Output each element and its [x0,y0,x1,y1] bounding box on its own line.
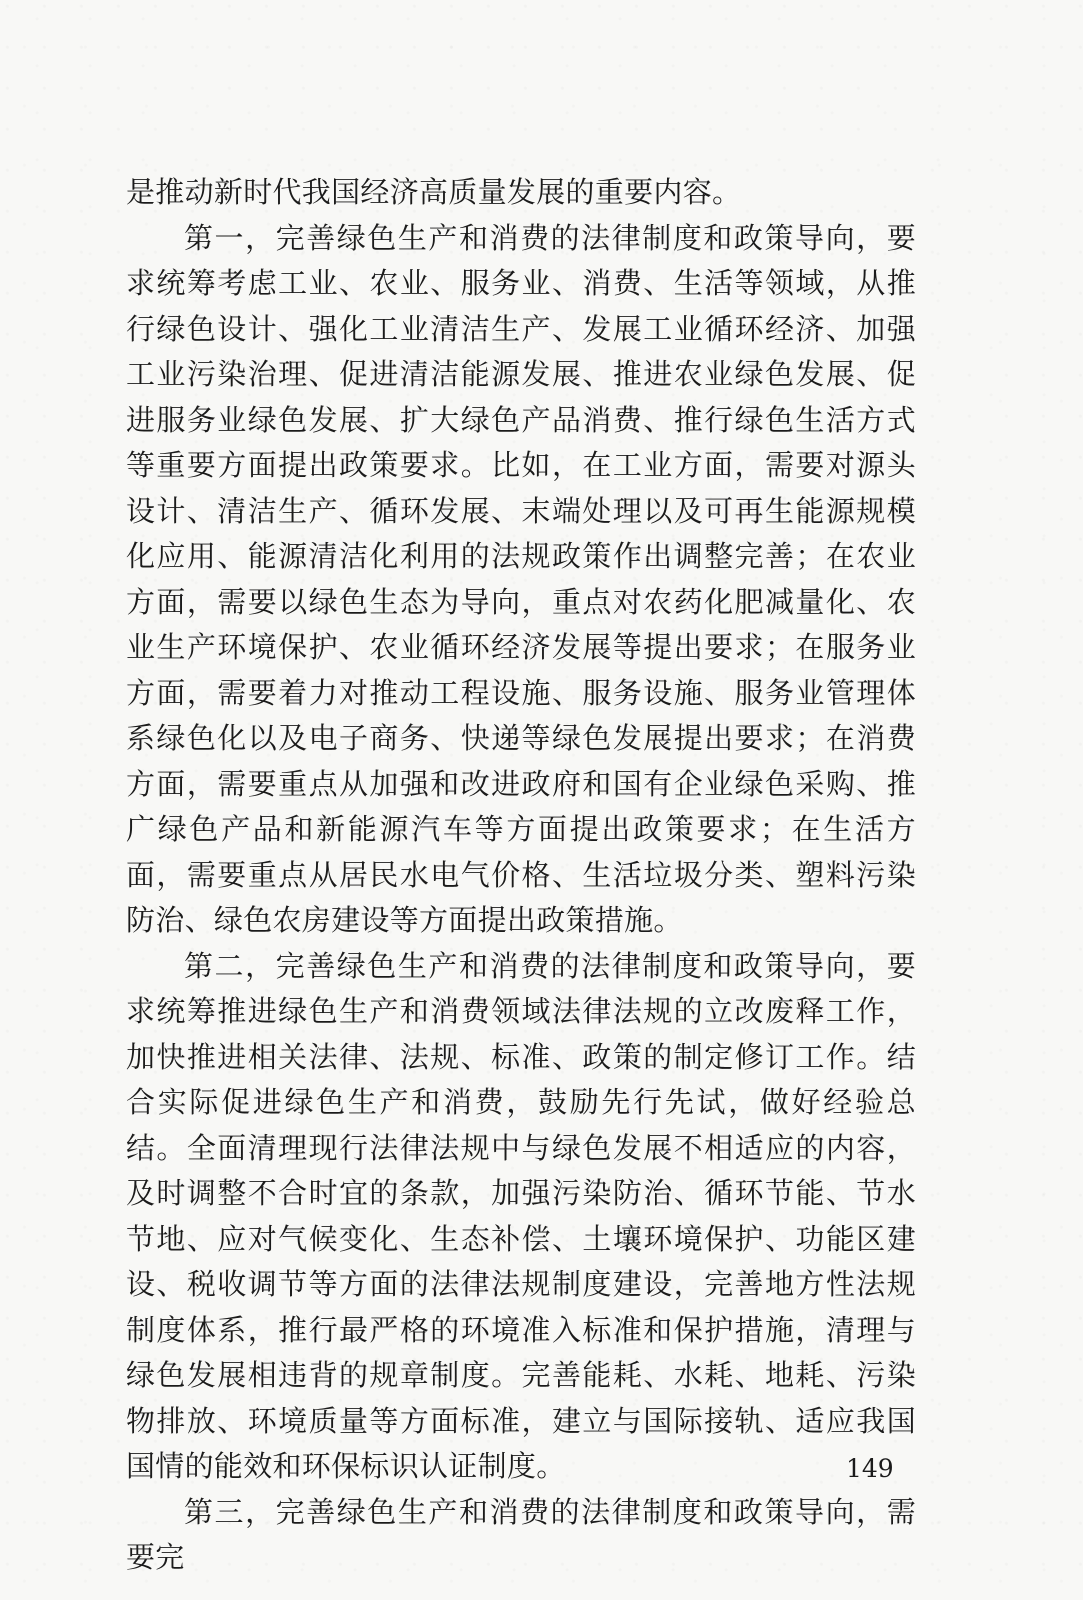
paragraph-continuation: 是推动新时代我国经济高质量发展的重要内容。 [126,175,742,209]
paragraph-first: 第一，完善绿色生产和消费的法律制度和政策导向，要求统筹考虑工业、农业、服务业、消费、生活等领域，从推行绿色设计、强化工业清洁生产、发展工业循环经济、加强工业污染治理、促进清洁能源发展、推进农业绿色发展、促进服务业绿色发展、扩大绿色产品消费、推行绿色生活方式等重要方面提出政策要求。比如，在工业方面，需要对源头设计、清洁生产、循环发展、末端处理以及可再生能源规模化应用、能源清洁化利用的法规政策作出调整完善；在农业方面，需要以绿色生态为导向，重点对农药化肥减量化、农业生产环境保护、农业循环经济发展等提出要求；在服务业方面，需要着力对推动工程设施、服务设施、服务业管理体系绿色化以及电子商务、快递等绿色发展提出要求；在消费方面，需要重点从加强和改进政府和国有企业绿色采购、推广绿色产品和新能源汽车等方面提出政策要求；在生活方面，需要重点从居民水电气价格、生活垃圾分类、塑料污染防治、绿色农房建设等方面提出政策措施。 [126,220,916,937]
paragraph-third: 第三，完善绿色生产和消费的法律制度和政策导向，需要完 [126,1494,916,1574]
page-number: 149 [846,1454,894,1483]
paragraph-second: 第二，完善绿色生产和消费的法律制度和政策导向，要求统筹推进绿色生产和消费领域法律法规的立改废释工作，加快推进相关法律、法规、标准、政策的制定修订工作。结合实际促进绿色生产和消费，鼓励先行先试，做好经验总结。全面清理现行法律法规中与绿色发展不相适应的内容，及时调整不合时宜的条款，加强污染防治、循环节能、节水节地、应对气候变化、生态补偿、土壤环境保护、功能区建设、税收调节等方面的法律法规制度建设，完善地方性法规制度体系，推行最严格的环境准入标准和保护措施，清理与绿色发展相违背的规章制度。完善能耗、水耗、地耗、污染物排放、环境质量等方面标准，建立与国际接轨、适应我国国情的能效和环保标识认证制度。 [126,948,916,1483]
body-text [126,170,916,1581]
